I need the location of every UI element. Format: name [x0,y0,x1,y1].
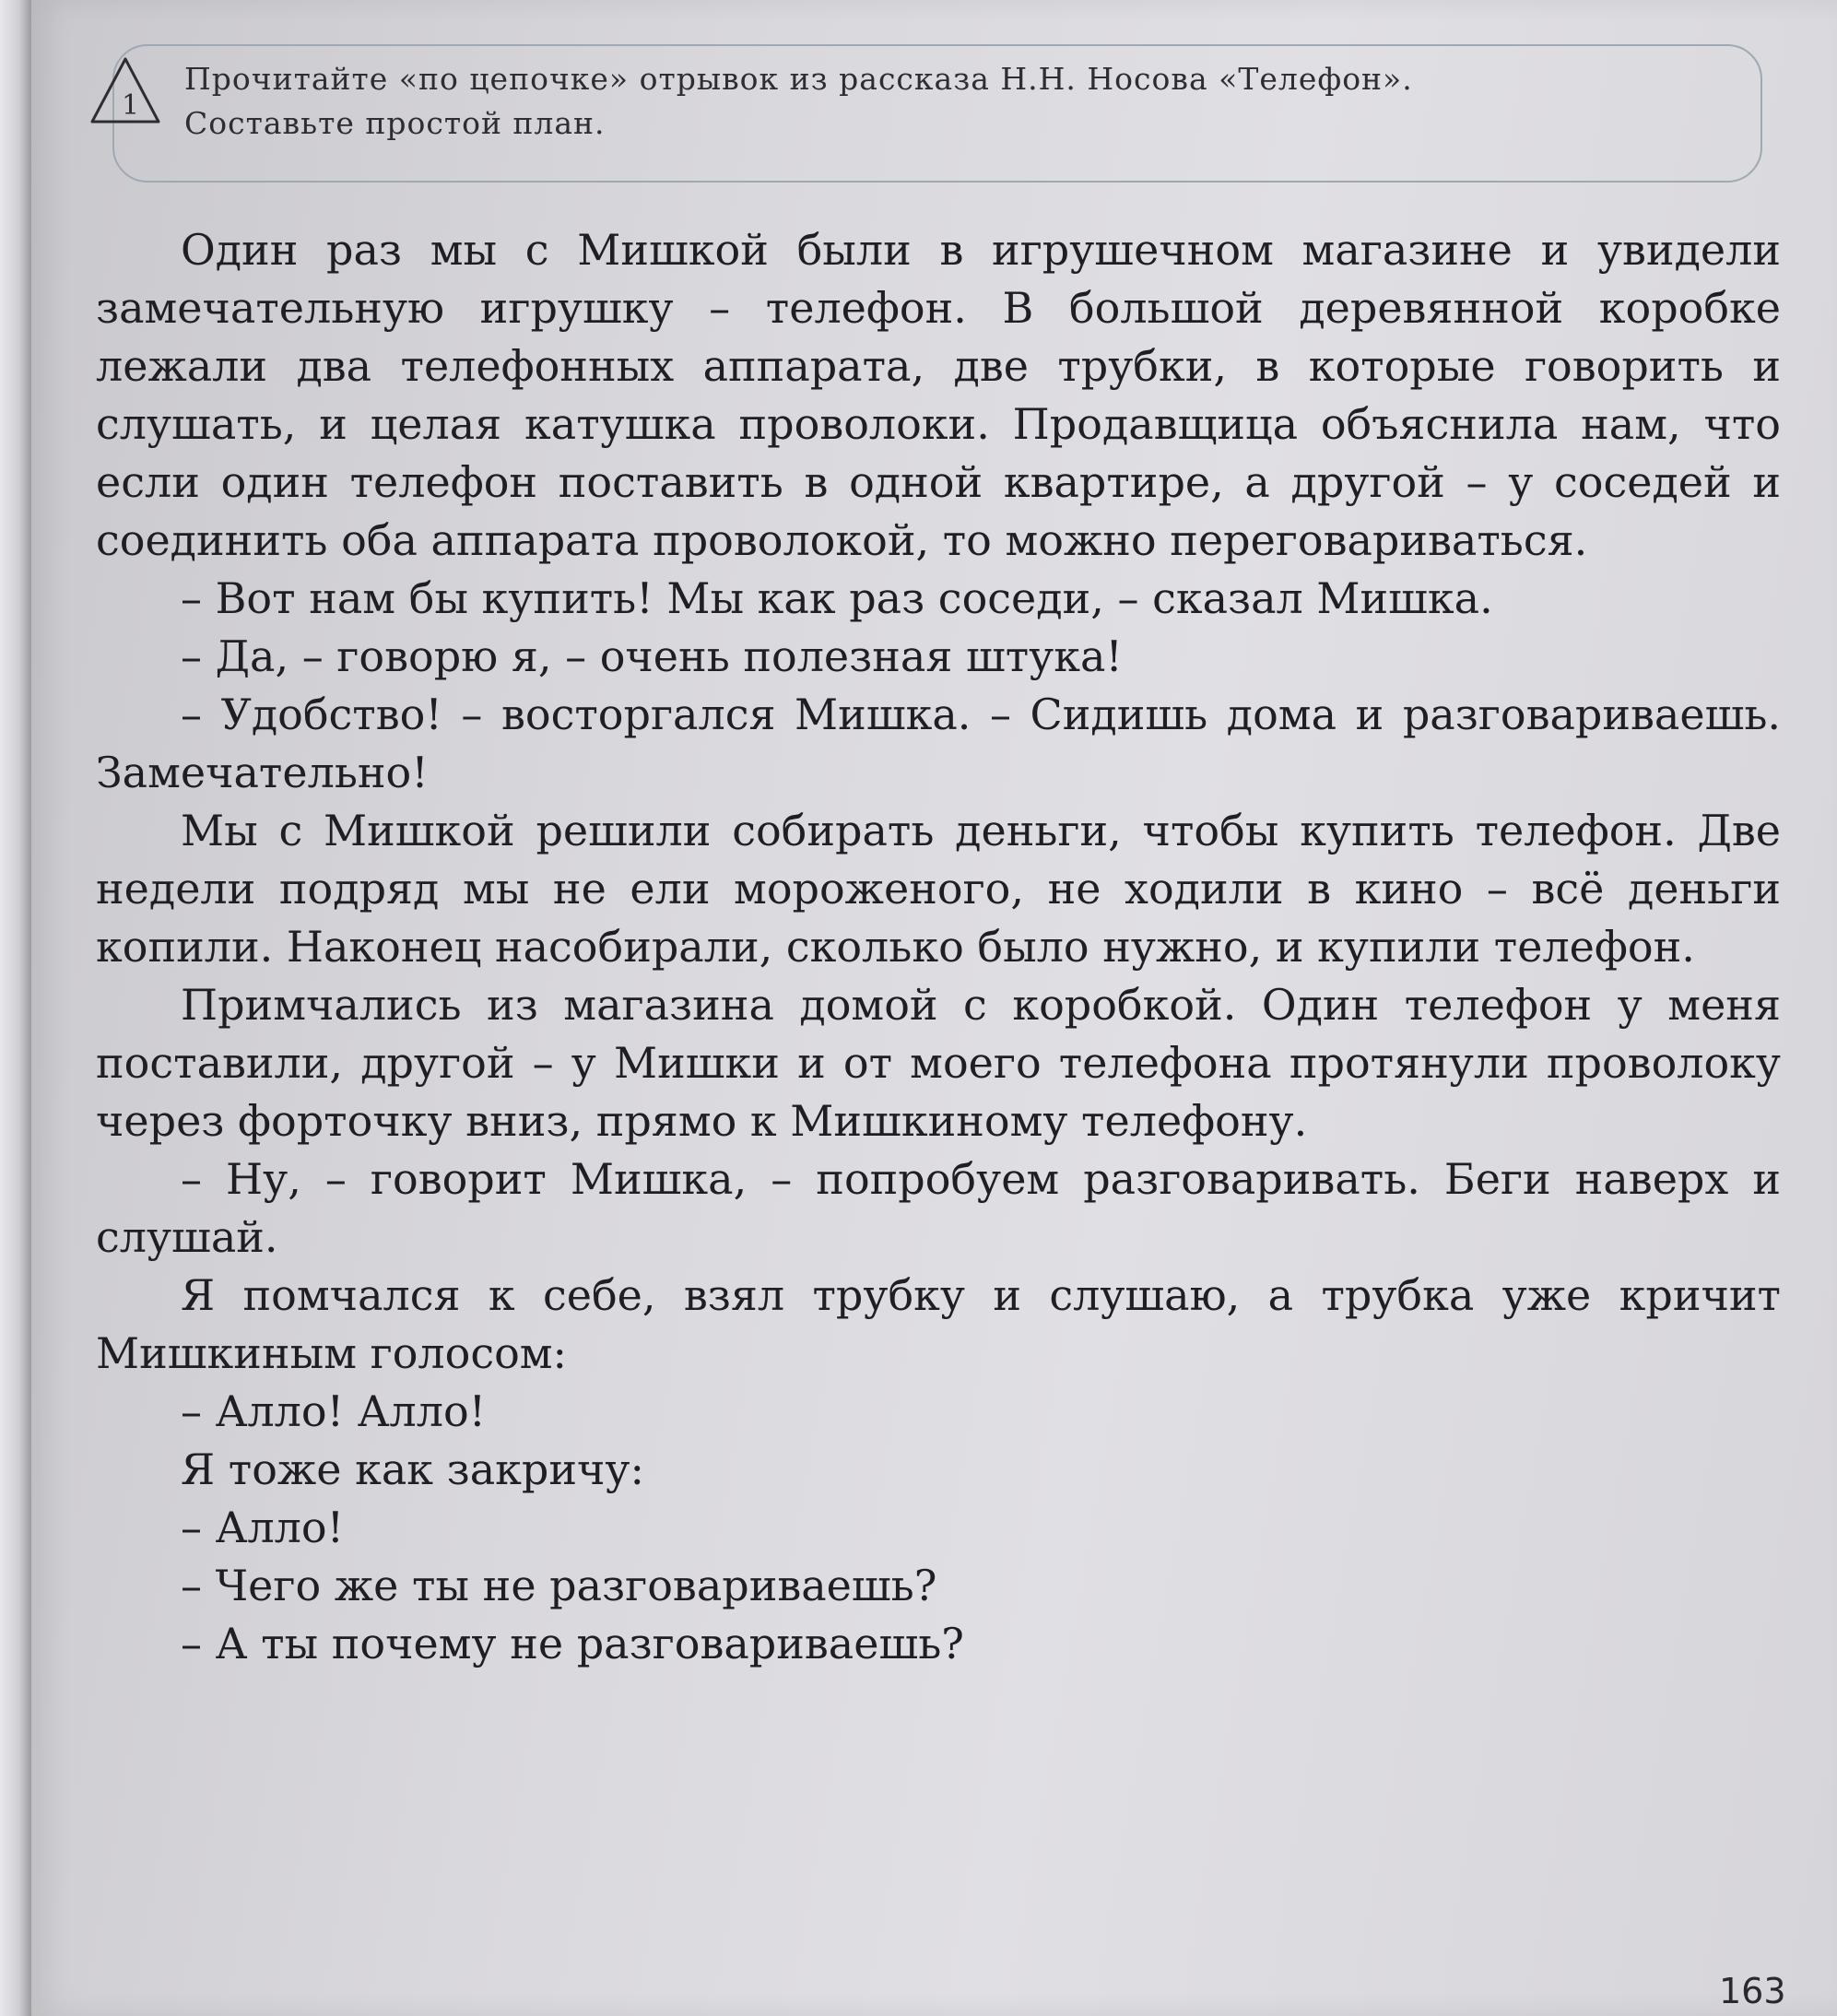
story-paragraph: – Алло! [181,1503,345,1552]
story-paragraph: Я помчался к себе, взял трубку и слушаю, а трубка уже кричит Мишкиным голосом: [96,1270,1781,1378]
story-paragraph: – Алло! Алло! [181,1386,487,1436]
task-number-triangle-icon [88,53,162,127]
story-text [96,221,1781,1673]
task-number: 1 [122,89,140,122]
page-number: 163 [1719,1971,1786,2011]
task-instruction [184,57,1751,146]
story-paragraph: – Удобство! – восторгался Мишка. – Сидишь дома и разговариваешь. Замечательно! [96,690,1781,797]
story-paragraph: – Чего же ты не разговариваешь? [181,1561,937,1610]
story-paragraph: – Ну, – говорит Мишка, – попробуем разговаривать. Беги наверх и слушай. [96,1154,1781,1262]
story-paragraph: – Вот нам бы купить! Мы как раз соседи, – сказал Мишка. [181,573,1493,623]
book-spine [0,0,31,2016]
story-paragraph: – Да, – говорю я, – очень полезная штука! [181,631,1123,681]
task-instruction-line-2: Составьте простой план. [184,105,606,141]
story-paragraph: Примчались из магазина домой с коробкой. Один телефон у меня поставили, другой – у Мишки и от моего телефона протянули проволоку через форточку вниз, прямо к Мишкиному телефону. [96,980,1781,1146]
story-paragraph: Мы с Мишкой решили собирать деньги, чтобы купить телефон. Две недели подряд мы не ели мороженого, не ходили в кино – всё деньги копили. Наконец насобирали, сколько было нужно, и купили телефон. [96,806,1781,972]
story-paragraph: Один раз мы с Мишкой были в игрушечном магазине и увидели замечательную игрушку – телефон. В большой деревянной коробке лежали два телефонных аппарата, две трубки, в которые говорить и слушать, и целая катушка проволоки. Продавщица объяснила нам, что если один телефон поставить в одной квартире, а другой – у соседей и соединить оба аппарата проволокой, то можно переговариваться. [96,225,1781,565]
story-paragraph: Я тоже как закричу: [181,1444,644,1494]
story-paragraph: – А ты почему не разговариваешь? [181,1619,964,1668]
task-instruction-line-1: Прочитайте «по цепочке» отрывок из рассказа Н.Н. Носова «Телефон». [184,61,1413,97]
